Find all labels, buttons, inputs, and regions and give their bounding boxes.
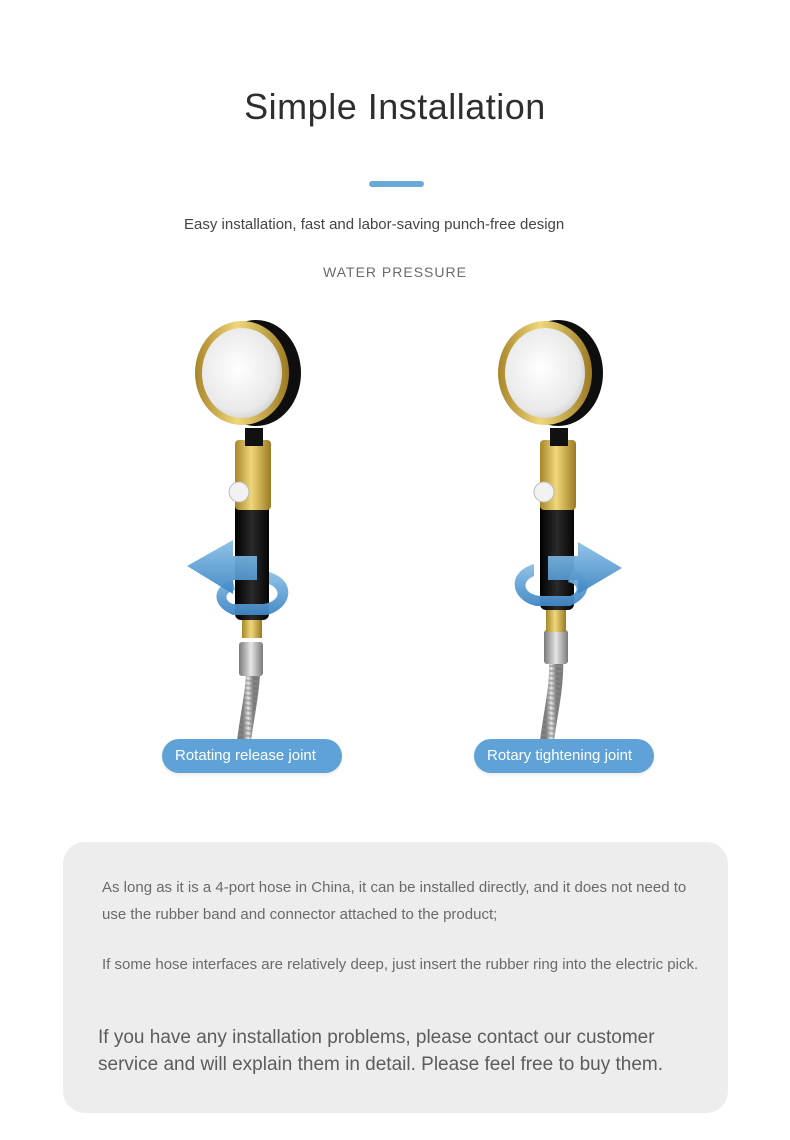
shower-head-image-left bbox=[147, 310, 347, 750]
page-subtitle: Easy installation, fast and labor-saving punch-free design bbox=[184, 216, 565, 233]
rotating-release-joint-label: Rotating release joint bbox=[162, 739, 342, 773]
rotary-tightening-joint-label: Rotary tightening joint bbox=[474, 739, 654, 773]
title-accent-bar bbox=[369, 181, 424, 187]
info-paragraph-3: If you have any installation problems, please contact our customer service and will explain them in detail. Please feel free to buy them. bbox=[98, 1027, 664, 1075]
shower-head-image-right bbox=[452, 310, 652, 750]
installation-info-box bbox=[63, 842, 728, 1113]
section-caption: WATER PRESSURE bbox=[323, 264, 467, 280]
info-paragraph-1: As long as it is a 4-port hose in China, it can be installed directly, and it does not need to use the rubber band and connector attached to the product; bbox=[102, 879, 687, 923]
page-title: Simple Installation bbox=[244, 86, 546, 127]
info-paragraph-2: If some hose interfaces are relatively deep, just insert the rubber ring into the electric pick. bbox=[102, 956, 699, 973]
